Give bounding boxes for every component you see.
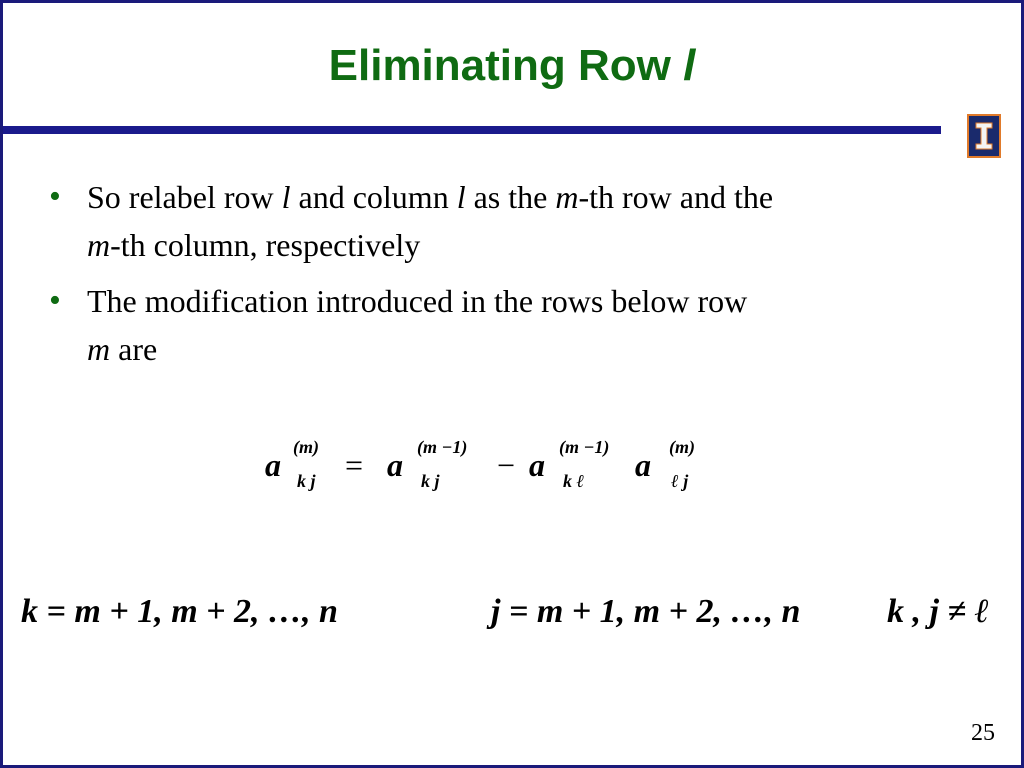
bullet-text: The modification introduced in the rows below row m are [87,283,748,367]
bullet-list [49,173,949,381]
eq-term2: a [529,447,545,483]
slide-title [3,41,1021,91]
eq-lhs: a [265,447,281,483]
eq-lhs-sup: (m) [293,437,319,457]
index-ranges [21,593,1021,643]
j-range: j = m + 1, m + 2, …, n [491,593,801,630]
bullet-dot-icon: • [49,282,61,319]
k-range: k = m + 1, m + 2, …, n [21,593,338,630]
title-variable: l [683,41,696,90]
eq-term1: a [387,447,403,483]
eq-lhs-sub: k j [297,471,316,491]
eq-term2-sup: (m −1) [559,437,610,457]
eq-term1-sup: (m −1) [417,437,468,457]
eq-term3-sup: (m) [669,437,695,457]
eq-term1-sub: k j [421,471,440,491]
university-block-i-logo-icon [967,114,1001,158]
bullet-dot-icon: • [49,178,61,215]
index-condition: k , j ≠ ℓ [887,593,990,630]
eq-term3-sub: ℓ j [671,471,689,491]
bullet-item [49,173,949,269]
eq-term3: a [635,447,651,483]
page-number: 25 [971,720,995,746]
eq-minus: − [497,447,516,483]
eq-term2-sub: k ℓ [563,471,585,491]
title-text: Eliminating Row [328,41,671,90]
title-divider [3,126,941,134]
update-equation [265,435,725,505]
eq-equals: = [345,447,364,483]
bullet-text: So relabel row l and column l as the m-th row and the m-th column, respectively [87,179,774,263]
bullet-item [49,277,949,373]
